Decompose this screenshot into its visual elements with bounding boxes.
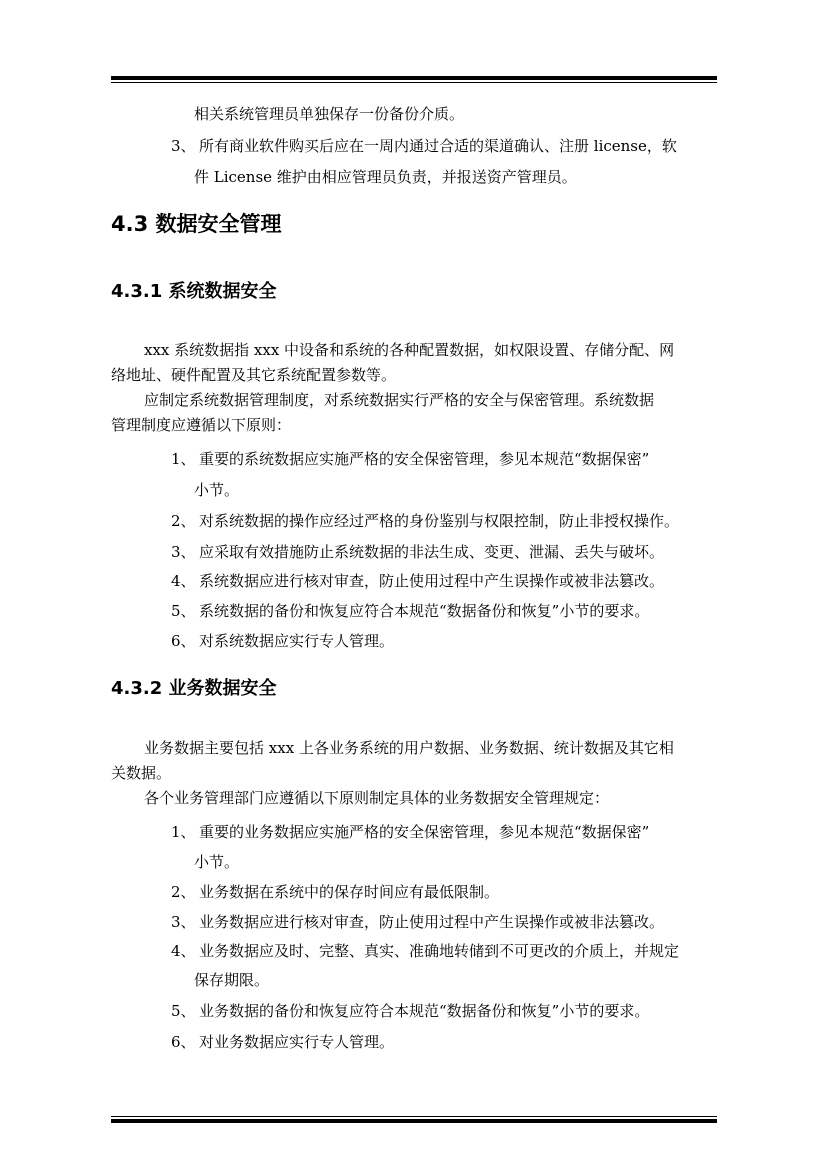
list-item-text-cont: 件 License 维护由相应管理员负责，并报送资产管理员。 xyxy=(194,168,577,186)
paragraph-line: 管理制度应遵循以下原则： xyxy=(111,416,292,434)
list-item-text: 系统数据的备份和恢复应符合本规范“数据备份和恢复”小节的要求。 xyxy=(199,602,650,620)
list-item-number: 4、 xyxy=(171,942,196,960)
list-item-text: 业务数据应进行核对审查，防止使用过程中产生误操作或被非法篡改。 xyxy=(199,913,665,931)
section-heading-4-3-1: 4.3.1 系统数据安全 xyxy=(111,281,277,302)
list-item-number: 1、 xyxy=(171,450,196,468)
list-item-text: 对系统数据应实行专人管理。 xyxy=(199,632,395,650)
section-heading-4-3: 4.3 数据安全管理 xyxy=(111,212,282,236)
paragraph-line: 各个业务管理部门应遵循以下原则制定具体的业务数据安全管理规定： xyxy=(144,789,610,807)
list-item-number: 6、 xyxy=(171,632,196,650)
carryover-text: 相关系统管理员单独保存一份备份介质。 xyxy=(194,105,465,123)
list-item-number: 2、 xyxy=(171,883,196,901)
footer-rule-thick xyxy=(111,1119,717,1123)
list-item-text: 业务数据应及时、完整、真实、准确地转储到不可更改的介质上，并规定 xyxy=(199,942,680,960)
list-item-text: 重要的系统数据应实施严格的安全保密管理，参见本规范“数据保密” xyxy=(199,450,650,468)
list-item-text-cont: 保存期限。 xyxy=(194,971,270,989)
list-item-number: 6、 xyxy=(171,1033,196,1051)
header-rule xyxy=(111,76,717,83)
list-item-number: 3、 xyxy=(171,913,196,931)
list-item-text: 业务数据的备份和恢复应符合本规范“数据备份和恢复”小节的要求。 xyxy=(199,1002,650,1020)
paragraph-line: 业务数据主要包括 xxx 上各业务系统的用户数据、业务数据、统计数据及其它相 xyxy=(144,739,674,757)
list-item-text: 应采取有效措施防止系统数据的非法生成、变更、泄漏、丢失与破坏。 xyxy=(199,543,665,561)
header-rule-thin xyxy=(111,82,717,83)
section-heading-4-3-2: 4.3.2 业务数据安全 xyxy=(111,678,277,699)
list-item-text: 对系统数据的操作应经过严格的身份鉴别与权限控制，防止非授权操作。 xyxy=(199,512,680,530)
paragraph-line: xxx 系统数据指 xxx 中设备和系统的各种配置数据，如权限设置、存储分配、网 xyxy=(144,341,675,359)
header-rule-thick xyxy=(111,76,717,80)
paragraph-line: 络地址、硬件配置及其它系统配置参数等。 xyxy=(111,366,397,384)
list-item-text: 重要的业务数据应实施严格的安全保密管理，参见本规范“数据保密” xyxy=(199,823,650,841)
list-item-number: 2、 xyxy=(171,512,196,530)
list-item-number: 3、 xyxy=(171,543,196,561)
paragraph-line: 关数据。 xyxy=(111,764,172,782)
list-item-number: 5、 xyxy=(171,1002,196,1020)
paragraph-line: 应制定系统数据管理制度，对系统数据实行严格的安全与保密管理。系统数据 xyxy=(144,391,655,409)
list-item-text: 对业务数据应实行专人管理。 xyxy=(199,1033,395,1051)
list-item-text-cont: 小节。 xyxy=(194,853,240,871)
list-item-text: 业务数据在系统中的保存时间应有最低限制。 xyxy=(199,883,500,901)
list-item-text: 系统数据应进行核对审查，防止使用过程中产生误操作或被非法篡改。 xyxy=(199,572,665,590)
list-item-text-cont: 小节。 xyxy=(194,481,240,499)
footer-rule-thin xyxy=(111,1116,717,1117)
list-item-number: 1、 xyxy=(171,823,196,841)
list-item-number: 5、 xyxy=(171,602,196,620)
list-item-text: 所有商业软件购买后应在一周内通过合适的渠道确认、注册 license，软 xyxy=(199,137,677,155)
footer-rule xyxy=(111,1116,717,1123)
list-item-number: 3、 xyxy=(171,137,196,155)
list-item-number: 4、 xyxy=(171,572,196,590)
